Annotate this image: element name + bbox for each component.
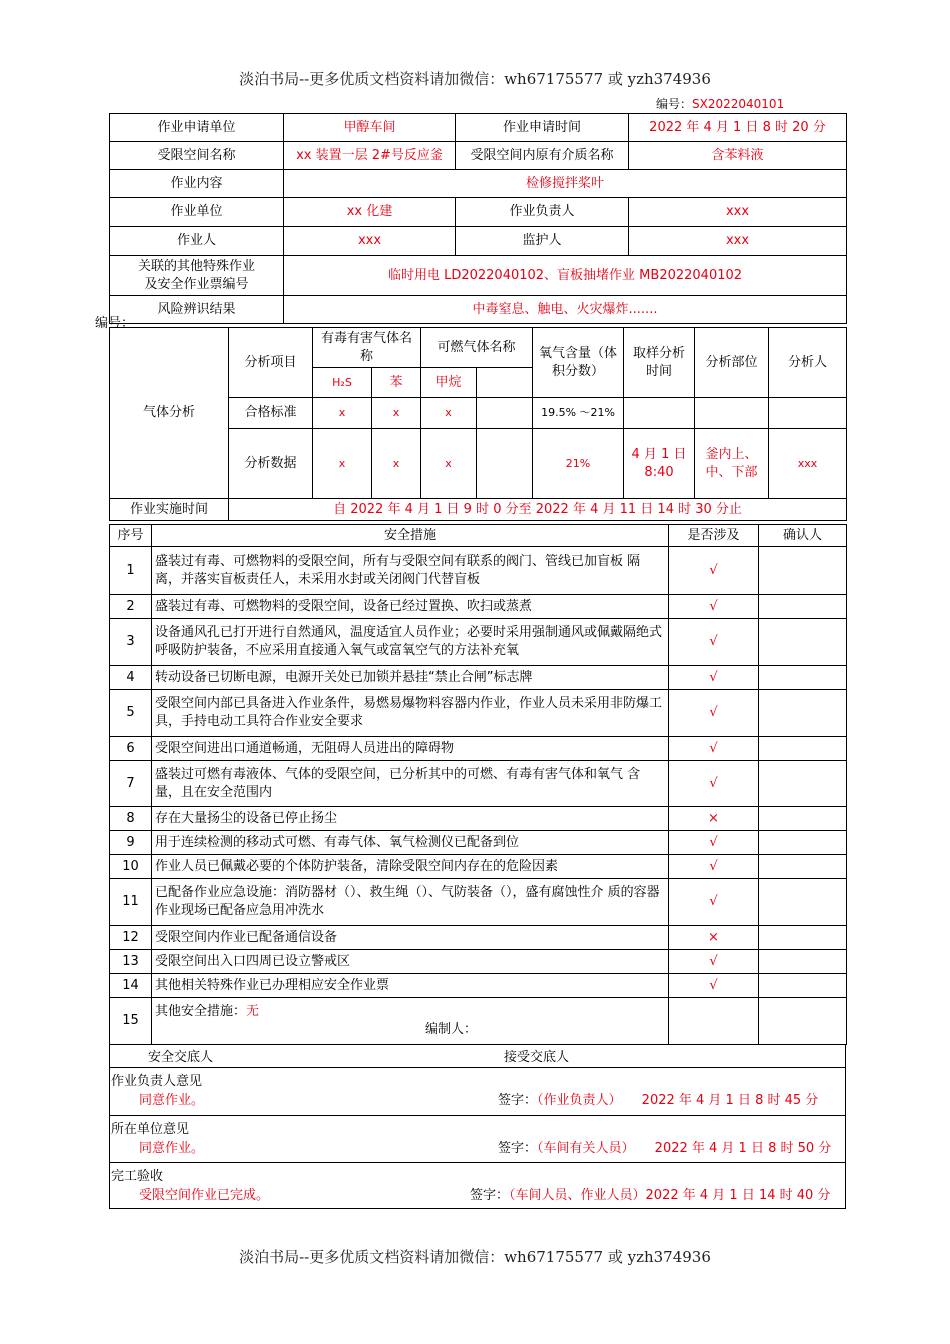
- measure-text: 其他相关特殊作业已办理相应安全作业票: [152, 974, 669, 998]
- measure-no: 1: [110, 547, 152, 595]
- measure-mark: √: [669, 761, 759, 807]
- col-measure: 安全措施: [152, 525, 669, 547]
- std-analyst-empty: [769, 398, 847, 429]
- medium-value: 含苯料液: [629, 142, 847, 170]
- data-site: 釜内上、中、下部: [695, 429, 769, 499]
- measure-no: 8: [110, 807, 152, 831]
- guardian-label: 监护人: [456, 227, 629, 256]
- info-table: [109, 113, 847, 324]
- measure-no: 11: [110, 879, 152, 926]
- serial-value: SX2022040101: [692, 97, 785, 111]
- measure-mark: √: [669, 974, 759, 998]
- worker-label: 作业人: [110, 227, 284, 256]
- measure-no: 6: [110, 737, 152, 761]
- measure-no: 2: [110, 595, 152, 619]
- measure-confirm: [759, 619, 847, 666]
- safety-briefer-label: 安全交底人: [148, 1050, 214, 1065]
- measure-no: 4: [110, 666, 152, 690]
- finish-sign-time: 2022 年 4 月 1 日 14 时 40 分: [645, 1188, 831, 1203]
- measure-no: 12: [110, 926, 152, 950]
- measure-no: 13: [110, 950, 152, 974]
- opinions-block: [109, 1045, 846, 1209]
- worker-value: xxx: [284, 227, 456, 256]
- leader-sign-label: 签字：: [498, 1093, 538, 1108]
- unit-opinion-label: 所在单位意见: [111, 1122, 190, 1137]
- leader-opinion-label: 作业负责人意见: [111, 1074, 203, 1089]
- finish-label: 完工验收: [111, 1169, 164, 1184]
- medium-label: 受限空间内原有介质名称: [456, 142, 629, 170]
- related-label-line2: 及安全作业票编号: [144, 276, 249, 292]
- finish-signature: [470, 1184, 830, 1203]
- measure-mark: √: [669, 690, 759, 737]
- data-analyst: xxx: [769, 429, 847, 499]
- space-name-label: 受限空间名称: [110, 142, 284, 170]
- measure-text: 受限空间内部已具备进入作业条件，易燃易爆物料容器内作业，作业人员未采用非防爆工具，手持电动工具符合作业安全要求: [152, 690, 669, 737]
- author-label: 编制人：: [425, 1022, 478, 1037]
- std-empty-cell: [477, 398, 533, 429]
- serial-label: 编号：: [656, 97, 693, 111]
- measure-no: 14: [110, 974, 152, 998]
- gas-methane: 甲烷: [421, 368, 477, 398]
- measure-no: 3: [110, 619, 152, 666]
- other-measures-label: 其他安全措施：: [155, 1004, 247, 1019]
- apply-time-label: 作业申请时间: [456, 114, 629, 142]
- measure-text: 盛装过有毒、可燃物料的受限空间，设备已经过置换、吹扫或蒸煮: [152, 595, 669, 619]
- page-header: 淡泊书局--更多优质文档资料请加微信：wh67175577 或 yzh374936: [239, 70, 711, 88]
- data-oxygen: 21%: [533, 429, 624, 499]
- measure-text: 受限空间出入口四周已设立警戒区: [152, 950, 669, 974]
- leader-signature: [498, 1089, 818, 1108]
- leader-label: 作业负责人: [456, 198, 629, 227]
- briefing-receiver-label: 接受交底人: [504, 1050, 570, 1065]
- measure-mark: ×: [669, 926, 759, 950]
- space-name-value: xx 装置一层 2#号反应釜: [284, 142, 456, 170]
- measure-text: 盛装过有毒、可燃物料的受限空间，所有与受限空间有联系的阀门、管线已加盲板 隔离，并落实盲板责任人，未采用水封或关闭阀门代替盲板: [152, 547, 669, 595]
- apply-unit-label: 作业申请单位: [110, 114, 284, 142]
- measure-confirm: [759, 807, 847, 831]
- work-unit-label: 作业单位: [110, 198, 284, 227]
- unit-opinion-text: 同意作业。: [139, 1141, 205, 1156]
- measure-mark: √: [669, 831, 759, 855]
- measure-text: 受限空间内作业已配备通信设备: [152, 926, 669, 950]
- content-label: 作业内容: [110, 170, 284, 198]
- unit-opinion-section: [110, 1115, 845, 1163]
- measure-mark: √: [669, 547, 759, 595]
- measure-confirm: [759, 974, 847, 998]
- guardian-value: xxx: [629, 227, 847, 256]
- apply-unit-value: 甲醇车间: [284, 114, 456, 142]
- leader-opinion-section: [110, 1067, 845, 1116]
- leader-sign-value: （作业负责人）: [537, 1093, 622, 1108]
- period-label: 作业实施时间: [110, 499, 229, 521]
- measure-text: 存在大量扬尘的设备已停止扬尘: [152, 807, 669, 831]
- finish-sign-value: （车间人员、作业人员）: [509, 1188, 646, 1203]
- measure-confirm: [759, 831, 847, 855]
- apply-time-value: 2022 年 4 月 1 日 8 时 20 分: [629, 114, 847, 142]
- gas-empty-cell: [477, 368, 533, 398]
- measure-text: 盛装过可燃有毒液体、气体的受限空间，已分析其中的可燃、有毒有害气体和氧气 含量，且在安全范围内: [152, 761, 669, 807]
- leader-sign-time: 2022 年 4 月 1 日 8 时 45 分: [641, 1093, 819, 1108]
- other-measures-value: 无: [246, 1004, 260, 1019]
- gas-analysis-table: [109, 327, 847, 521]
- measure-mark: √: [669, 619, 759, 666]
- unit-signature: [498, 1137, 831, 1156]
- gas-analysis-label: 气体分析: [110, 328, 229, 499]
- data-empty-cell: [477, 429, 533, 499]
- unit-sign-time: 2022 年 4 月 1 日 8 时 50 分: [654, 1141, 832, 1156]
- data-sample-time: 4 月 1 日 8:40: [624, 429, 695, 499]
- leader-opinion-text: 同意作业。: [139, 1093, 205, 1108]
- measure-no: 5: [110, 690, 152, 737]
- measure-text: 转动设备已切断电源，电源开关处已加锁并悬挂“禁止合闸”标志牌: [152, 666, 669, 690]
- measure-no: 9: [110, 831, 152, 855]
- measure-confirm: [759, 761, 847, 807]
- data-benzene: x: [372, 429, 421, 499]
- std-oxygen: 19.5% ～21%: [533, 398, 624, 429]
- measure-text: 作业人员已佩戴必要的个体防护装备，清除受限空间内存在的危险因素: [152, 855, 669, 879]
- stray-serial-label: 编号：: [95, 316, 135, 331]
- std-methane: x: [421, 398, 477, 429]
- measure-confirm: [759, 998, 847, 1045]
- measure-no: 7: [110, 761, 152, 807]
- measure-mark: ×: [669, 807, 759, 831]
- measure-confirm: [759, 595, 847, 619]
- measure-confirm: [759, 690, 847, 737]
- flammable-gas-label: 可燃气体名称: [421, 328, 533, 368]
- std-benzene: x: [372, 398, 421, 429]
- gas-h2s: H₂S: [313, 368, 372, 398]
- measure-no: 10: [110, 855, 152, 879]
- measure-mark: √: [669, 666, 759, 690]
- measure-confirm: [759, 879, 847, 926]
- related-label-line1: 关联的其他特殊作业: [137, 258, 255, 274]
- standard-label: 合格标准: [229, 398, 313, 429]
- sample-time-label: 取样分析时间: [624, 328, 695, 398]
- content-value: 检修搅拌桨叶: [284, 170, 847, 198]
- gas-item-label: 分析项目: [229, 328, 313, 398]
- measure-text: 设备通风孔已打开进行自然通风，温度适宜人员作业；必要时采用强制通风或佩戴隔绝式呼吸防护装备，不应采用直接通入氧气或富氧空气的方法补充氧: [152, 619, 669, 666]
- measure-mark: √: [669, 737, 759, 761]
- page-footer: 淡泊书局--更多优质文档资料请加微信：wh67175577 或 yzh374936: [239, 1248, 711, 1266]
- measure-no: 15: [110, 998, 152, 1045]
- finish-sign-label: 签字：: [470, 1188, 510, 1203]
- data-label: 分析数据: [229, 429, 313, 499]
- work-unit-value: xx 化建: [284, 198, 456, 227]
- site-label: 分析部位: [695, 328, 769, 398]
- measure-mark: [669, 998, 759, 1045]
- data-h2s: x: [313, 429, 372, 499]
- gas-benzene: 苯: [372, 368, 421, 398]
- measure-text: 受限空间进出口通道畅通，无阻碍人员进出的障碍物: [152, 737, 669, 761]
- finish-section: [110, 1162, 845, 1209]
- related-value: 临时用电 LD2022040102、盲板抽堵作业 MB2022040102: [284, 256, 847, 296]
- toxic-gas-label: 有毒有害气体名称: [313, 328, 421, 368]
- col-no: 序号: [110, 525, 152, 547]
- measure-mark: √: [669, 950, 759, 974]
- period-value: 自 2022 年 4 月 1 日 9 时 0 分至 2022 年 4 月 11 日 14 时 30 分止: [229, 499, 847, 521]
- measure-confirm: [759, 737, 847, 761]
- measure-confirm: [759, 926, 847, 950]
- std-time-empty: [624, 398, 695, 429]
- oxygen-label: 氧气含量（体积分数）: [533, 328, 624, 398]
- measure-confirm: [759, 950, 847, 974]
- other-measures: [152, 998, 669, 1045]
- measure-text: 用于连续检测的移动式可燃、有毒气体、氧气检测仪已配备到位: [152, 831, 669, 855]
- risk-value: 中毒窒息、触电、火灾爆炸.......: [284, 296, 847, 324]
- measure-confirm: [759, 547, 847, 595]
- std-h2s: x: [313, 398, 372, 429]
- risk-label: 风险辨识结果: [110, 296, 284, 324]
- measure-confirm: [759, 855, 847, 879]
- measure-text: 已配备作业应急设施：消防器材（）、救生绳（）、气防装备（），盛有腐蚀性介 质的容器作业现场已配备应急用冲洗水: [152, 879, 669, 926]
- safety-measures-table: [109, 524, 847, 1045]
- related-label: [110, 256, 284, 296]
- analyst-label: 分析人: [769, 328, 847, 398]
- finish-text: 受限空间作业已完成。: [139, 1188, 270, 1203]
- measure-confirm: [759, 666, 847, 690]
- col-confirm: 确认人: [759, 525, 847, 547]
- std-site-empty: [695, 398, 769, 429]
- unit-sign-value: （车间有关人员）: [537, 1141, 635, 1156]
- measure-mark: √: [669, 879, 759, 926]
- unit-sign-label: 签字：: [498, 1141, 538, 1156]
- leader-value: xxx: [629, 198, 847, 227]
- measure-mark: √: [669, 595, 759, 619]
- measure-mark: √: [669, 855, 759, 879]
- serial-number: [656, 95, 784, 112]
- col-involved: 是否涉及: [669, 525, 759, 547]
- data-methane: x: [421, 429, 477, 499]
